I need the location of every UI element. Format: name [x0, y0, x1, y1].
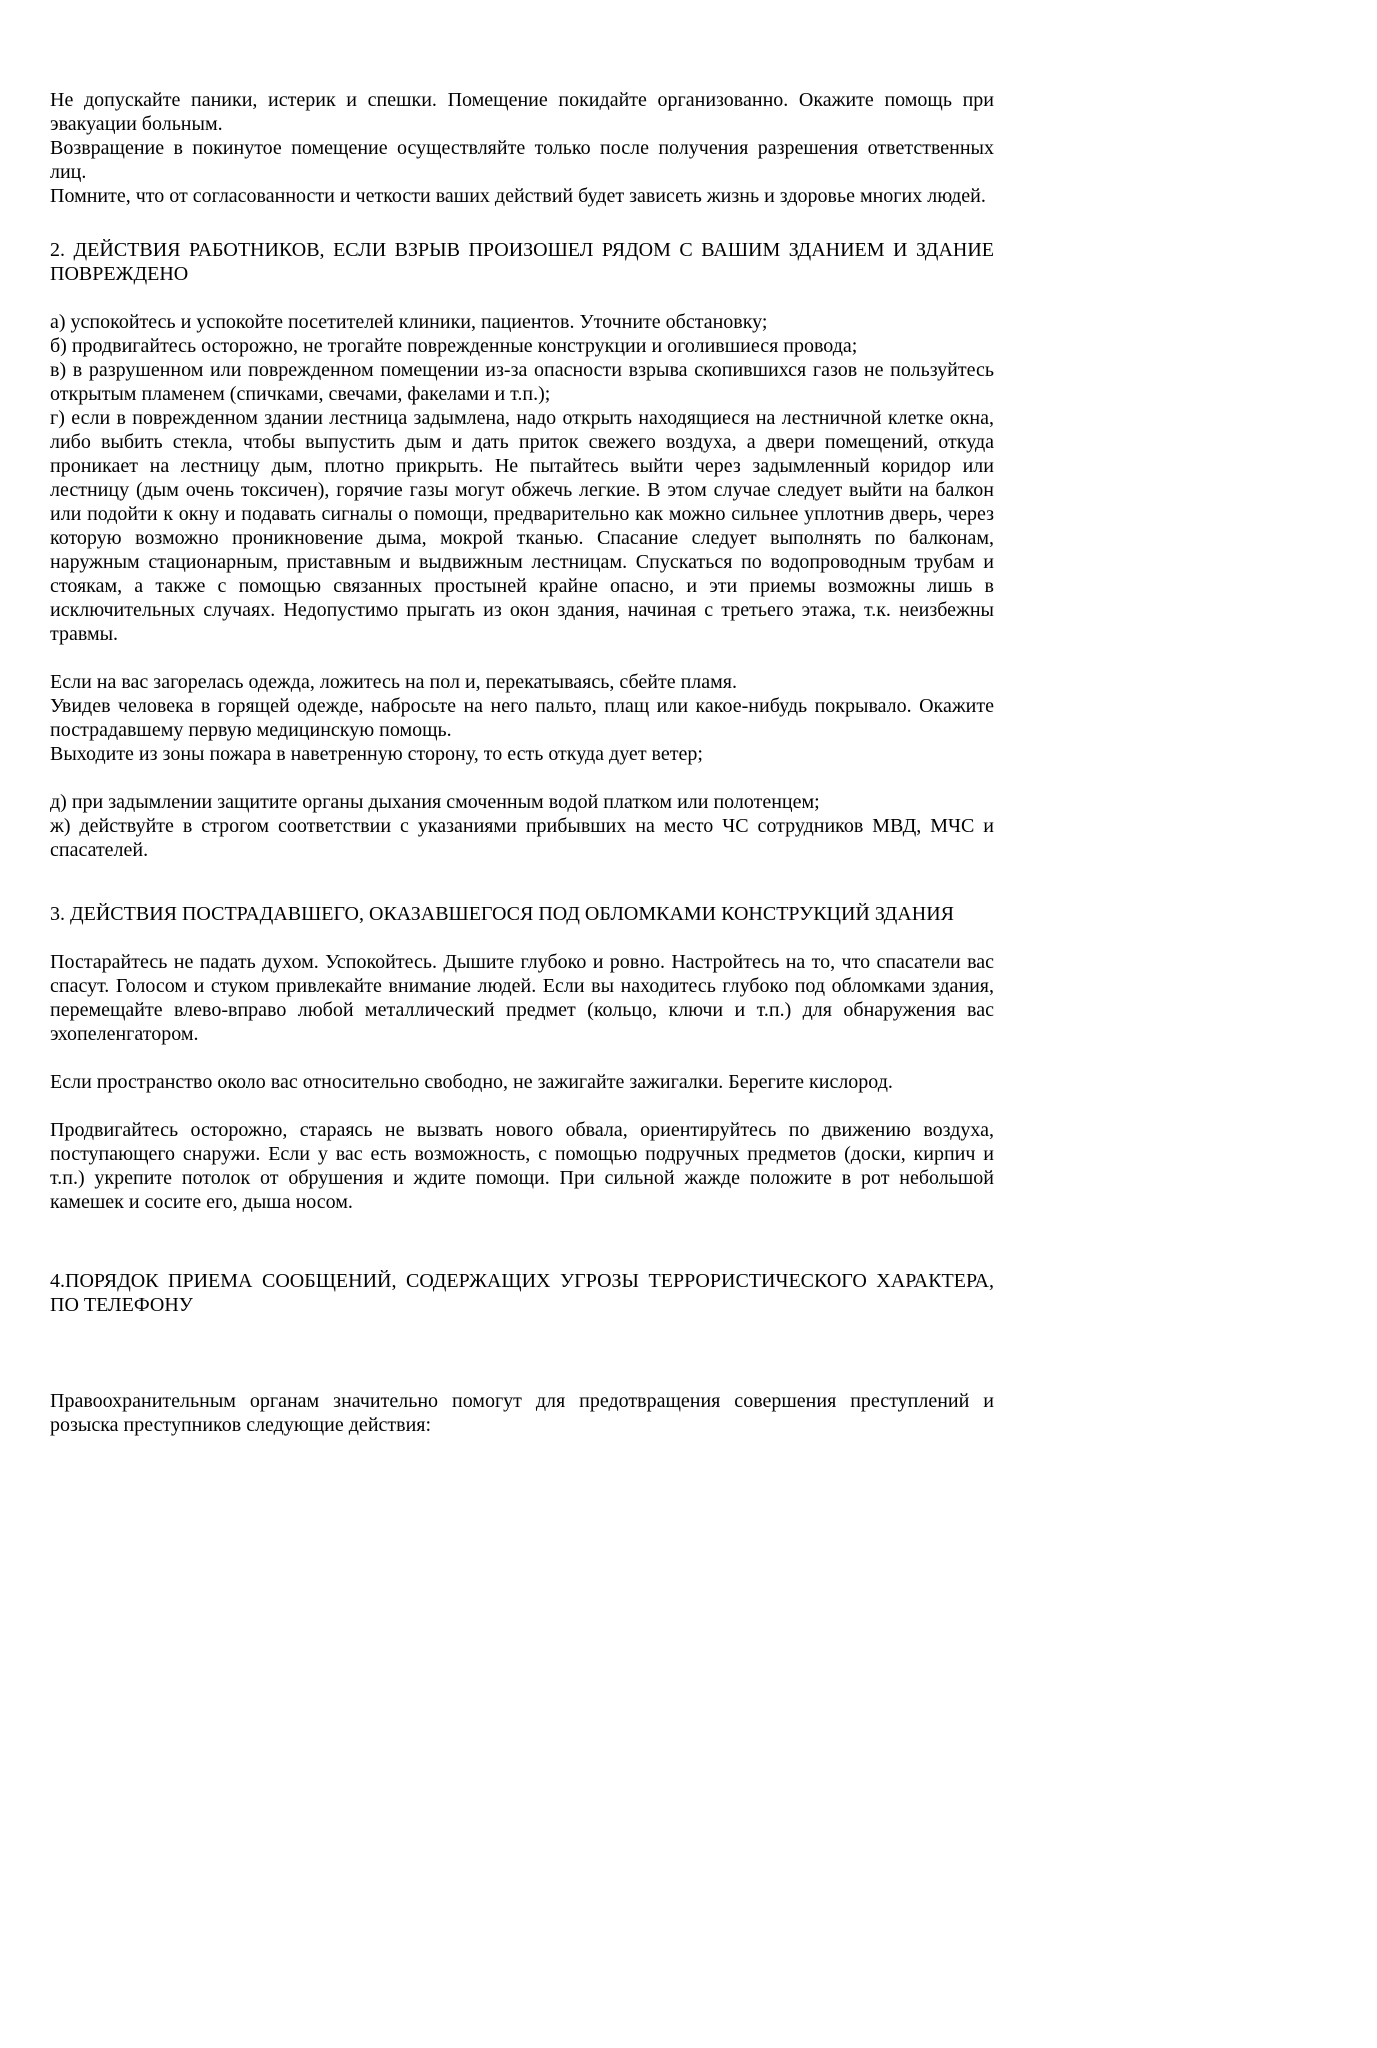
list-item-g: г) если в поврежденном здании лестница задымлена, надо открыть находящиеся на лестничной клетке окна, либо выбить стекла, чтобы выпустить дым и дать приток свежего воздуха, а двери помещений, откуда проникает на лестницу дым, плотно прикрыть. Не пытайтесь выйти через задымленный коридор или лестницу (дым очень токсичен), горячие газы могут обжечь легкие. В этом случае следует выйти на балкон или подойти к окну и подавать сигналы о помощи, предварительно как можно сильнее уплотнив дверь, через которую возможно проникновение дыма, мокрой тканью. Спасание следует выполнять по балконам, наружным стационарным, приставным и выдвижным лестницам. Спускаться по водопроводным трубам и стоякам, а также с помощью связанных простыней крайне опасно, и эти приемы возможны лишь в исключительных случаях. Недопустимо прыгать из окон здания, начиная с третьего этажа, т.к. неизбежны травмы. [50, 407, 994, 645]
section-heading-2: 2. ДЕЙСТВИЯ РАБОТНИКОВ, ЕСЛИ ВЗРЫВ ПРОИЗОШЕЛ РЯДОМ С ВАШИМ ЗДАНИЕМ И ЗДАНИЕ ПОВРЕЖДЕНО [50, 239, 994, 285]
list-item-a: а) успокойтесь и успокойте посетителей клиники, пациентов. Уточните обстановку; [50, 311, 768, 333]
paragraph: Выходите из зоны пожара в наветренную сторону, то есть откуда дует ветер; [50, 743, 703, 765]
paragraph: Постарайтесь не падать духом. Успокойтесь. Дышите глубоко и ровно. Настройтесь на то, что спасатели вас спасут. Голосом и стуком привлекайте внимание людей. Если вы находитесь глубоко под обломками здания, перемещайте влево-вправо любой металлический предмет (кольцо, ключи и т.п.) для обнаружения вас эхопеленгатором. [50, 951, 994, 1045]
paragraph: Увидев человека в горящей одежде, набросьте на него пальто, плащ или какое-нибудь покрывало. Окажите пострадавшему первую медицинскую помощь. [50, 695, 994, 741]
paragraph: Правоохранительным органам значительно помогут для предотвращения совершения преступлений и розыска преступников следующие действия: [50, 1390, 994, 1436]
list-item-b: б) продвигайтесь осторожно, не трогайте поврежденные конструкции и оголившиеся провода; [50, 335, 858, 357]
list-item-d: д) при задымлении защитите органы дыхания смоченным водой платком или полотенцем; [50, 791, 820, 813]
section-heading-3: 3. ДЕЙСТВИЯ ПОСТРАДАВШЕГО, ОКАЗАВШЕГОСЯ ПОД ОБЛОМКАМИ КОНСТРУКЦИЙ ЗДАНИЯ [50, 903, 954, 925]
paragraph: Если пространство около вас относительно свободно, не зажигайте зажигалки. Берегите кислород. [50, 1071, 893, 1093]
paragraph: Продвигайтесь осторожно, стараясь не вызвать нового обвала, ориентируйтесь по движению воздуха, поступающего снаружи. Если у вас есть возможность, с помощью подручных предметов (доски, кирпич и т.п.) укрепите потолок от обрушения и ждите помощи. При сильной жажде положите в рот небольшой камешек и сосите его, дыша носом. [50, 1119, 994, 1213]
list-item-zh: ж) действуйте в строгом соответствии с указаниями прибывших на место ЧС сотрудников МВД, МЧС и спасателей. [50, 815, 994, 861]
paragraph: Не допускайте паники, истерик и спешки. Помещение покидайте организованно. Окажите помощь при эвакуации больным. [50, 89, 994, 135]
paragraph: Если на вас загорелась одежда, ложитесь на пол и, перекатываясь, сбейте пламя. [50, 671, 737, 693]
section-heading-4: 4.ПОРЯДОК ПРИЕМА СООБЩЕНИЙ, СОДЕРЖАЩИХ УГРОЗЫ ТЕРРОРИСТИЧЕСКОГО ХАРАКТЕРА, ПО ТЕЛЕФОНУ [50, 1270, 994, 1316]
paragraph: Помните, что от согласованности и четкости ваших действий будет зависеть жизнь и здоровье многих людей. [50, 185, 986, 207]
list-item-v: в) в разрушенном или поврежденном помещении из-за опасности взрыва скопившихся газов не пользуйтесь открытым пламенем (спичками, свечами, факелами и т.п.); [50, 359, 994, 405]
document-content [50, 88, 994, 1437]
paragraph: Возвращение в покинутое помещение осуществляйте только после получения разрешения ответственных лиц. [50, 137, 994, 183]
